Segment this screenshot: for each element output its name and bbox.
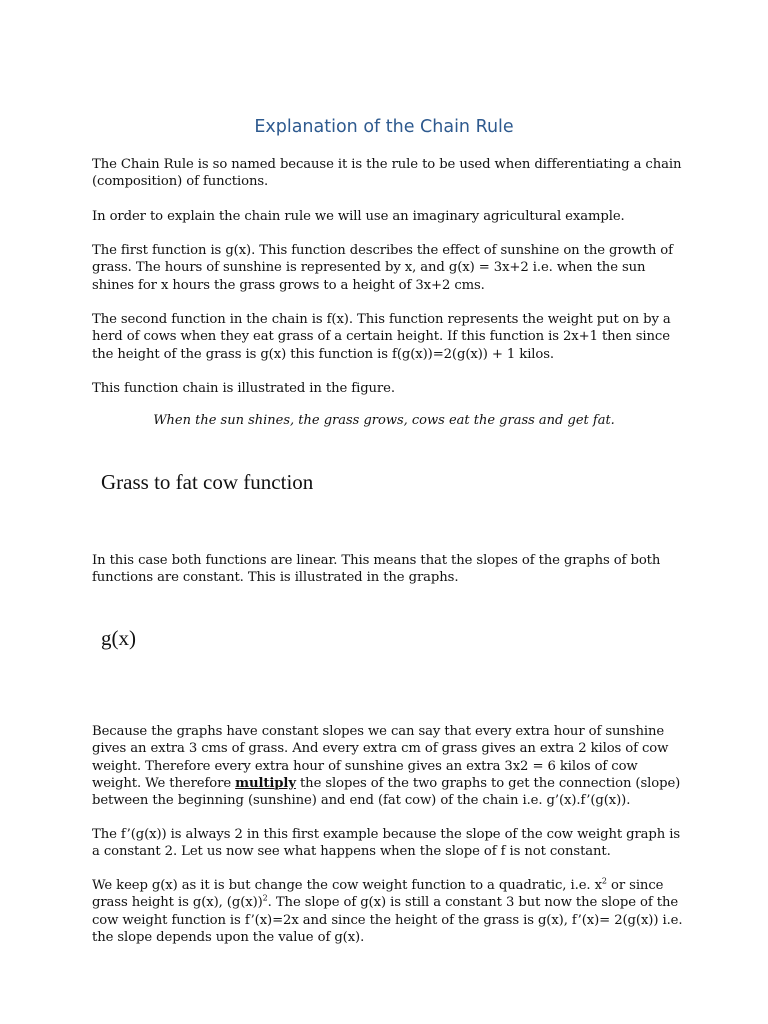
paragraph-intro [92,156,692,191]
text-line: The second function in the chain is f(x). This function represents the weight put on by a [92,312,671,327]
text-line: In this case both functions are linear. This means that the slopes of the graphs of both [92,553,661,568]
text-line: grass. The hours of sunshine is represented by x, and g(x) = 3x+2 i.e. when the sun [92,260,646,276]
text-segment: . The slope of g(x) is still a constant 3 but now the slope of the [267,895,679,911]
text-segment: We keep g(x) as it is but change the cow weight function to a quadratic, i.e. x [92,878,602,893]
paragraph-constant-slopes [92,723,692,809]
paragraph-figure-ref [92,380,692,397]
text-line: a constant 2. Let us now see what happens when the slope of f is not constant. [92,844,611,860]
text-line: shines for x hours the grass grows to a height of 3x+2 cms. [92,277,485,293]
text-segment: the slopes of the two graphs to get the connection (slope) [295,775,681,791]
figure-label-grass-to-cow: Grass to fat cow function [101,470,314,494]
text-line: This function chain is illustrated in the figure. [92,381,395,396]
text-segment: or since [606,878,664,893]
paragraph-first-function [92,242,692,294]
paragraph-example-intro [92,208,692,225]
text-segment: weight. We therefore [92,775,236,791]
text-line: cow weight function is f’(x)=2x and since the height of the grass is g(x), f’(x)= 2(g(x)) i.e. [92,912,683,928]
text-line: the height of the grass is g(x) this function is f(g(x))=2(g(x)) + 1 kilos. [92,346,555,362]
paragraph-linear-functions [92,552,692,587]
text-line [92,877,692,894]
text-line: herd of cows when they eat grass of a certain height. If this function is 2x+1 then since [92,329,670,345]
text-line: In order to explain the chain rule we will use an imaginary agricultural example. [92,209,625,224]
text-line: The Chain Rule is so named because it is the rule to be used when differentiating a chain [92,157,682,172]
text-line: The first function is g(x). This function describes the effect of sunshine on the growth of [92,243,673,258]
text-line [92,894,692,911]
figure-label-gx: g(x) [101,626,136,650]
text-line: gives an extra 3 cms of grass. And every extra cm of grass gives an extra 2 kilos of cow [92,741,669,757]
text-segment: grass height is g(x), (g(x)) [92,895,263,911]
text-line: the slope depends upon the value of g(x). [92,929,365,945]
paragraph-second-function [92,311,692,363]
superscript: 2 [601,876,607,886]
text-line: (composition) of functions. [92,174,269,190]
superscript: 2 [262,893,268,903]
text-line: Because the graphs have constant slopes we can say that every extra hour of sunshine [92,724,665,739]
text-line: between the beginning (sunshine) and end (fat cow) of the chain i.e. g’(x).f’(g(x)). [92,793,631,809]
paragraph-constant-two [92,826,692,861]
document-title: Explanation of the Chain Rule [254,117,514,137]
emphasis-multiply: multiply [235,775,296,791]
text-line: weight. Therefore every extra hour of sunshine gives an extra 3x2 = 6 kilos of cow [92,758,638,774]
figure-caption: When the sun shines, the grass grows, cows eat the grass and get fat. [153,413,615,428]
text-line: The f’(g(x)) is always 2 in this first example because the slope of the cow weight graph is [92,827,681,842]
text-line: functions are constant. This is illustrated in the graphs. [92,570,459,586]
text-line [92,775,692,792]
paragraph-quadratic [92,877,692,946]
